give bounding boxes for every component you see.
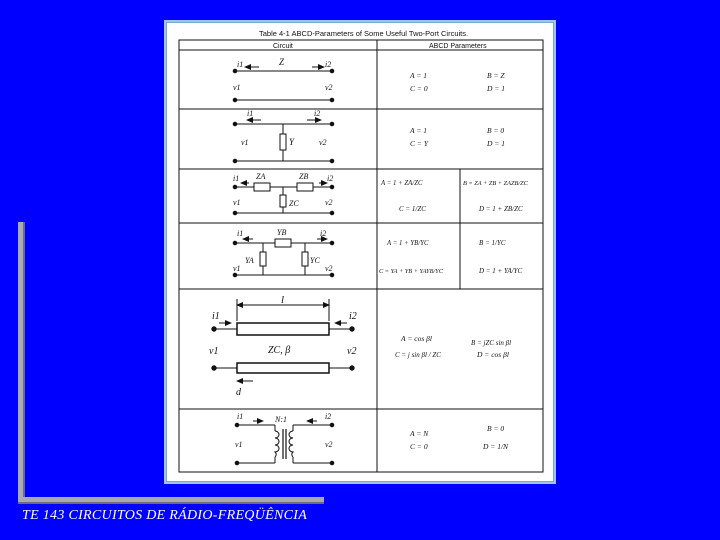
row6-i1: i1 [237,412,244,421]
table-grid [179,40,543,472]
row6-i2: i2 [325,412,332,421]
row2-i2: i2 [314,109,321,118]
row5-length: l [281,294,285,306]
abcd-table [167,23,553,481]
row5-param-b: B = jZC sin βl [471,339,512,347]
row3-za: ZA [256,172,266,181]
row1-param-c: C = 0 [410,84,428,93]
row3-v2: v2 [325,198,333,207]
circuit-series-impedance [233,67,334,102]
row6-v1: v1 [235,440,243,449]
row1-v1: v1 [233,83,241,92]
row4-ya: YA [245,256,254,265]
footer-title: TE 143 CIRCUITOS DE RÁDIO-FREQÜÊNCIA [22,508,308,523]
row1-param-a: A = 1 [410,71,428,80]
row2-v1: v1 [241,138,249,147]
row4-param-c: C = YA + YB + YAYB/YC [379,268,443,275]
row4-i1: i1 [237,229,244,238]
row5-param-c: C = j sin βl / ZC [395,351,441,359]
row3-zb: ZB [299,172,309,181]
row3-i2: i2 [327,174,334,183]
row1-i1: i1 [237,60,244,69]
row4-i2: i2 [320,229,327,238]
frame-vertical-bar [18,222,23,502]
row3-i1: i1 [233,174,240,183]
row5-i2: i2 [349,311,357,322]
row4-v1: v1 [233,264,241,273]
circuit-t-network [233,183,334,215]
row2-param-b: B = 0 [487,126,505,135]
row2-i1: i1 [247,109,254,118]
row5-v2: v2 [347,346,357,357]
circuit-transmission-line [212,299,357,381]
header-abcd: ABCD Parameters [429,43,487,50]
table-caption: Table 4-1 ABCD-Parameters of Some Useful Two-Port Circuits. [259,29,469,38]
row6-v2: v2 [325,440,333,449]
row6-param-a: A = N [410,429,429,438]
row4-param-b: B = 1/YC [479,239,506,247]
circuit-ideal-transformer [235,421,334,465]
row3-zc: ZC [289,199,299,208]
row3-param-a: A = 1 + ZA/ZC [381,180,423,187]
row4-yb: YB [277,228,287,237]
row4-yc: YC [310,256,320,265]
row3-param-c: C = 1/ZC [399,205,426,213]
row5-line: ZC, β [268,345,291,356]
row5-d: d [236,387,241,398]
header-circuit: Circuit [273,43,293,50]
row2-v2: v2 [319,138,327,147]
row3-param-d: D = 1 + ZB/ZC [479,205,523,213]
row2-param-a: A = 1 [410,126,428,135]
row1-v2: v2 [325,83,333,92]
row4-param-a: A = 1 + YB/YC [387,240,429,247]
row2-param-c: C = Y [410,139,428,148]
row5-i1: i1 [212,311,220,322]
row2-y: Y [289,137,295,147]
abcd-table-image [166,22,554,482]
row3-v1: v1 [233,198,241,207]
row4-v2: v2 [325,264,333,273]
row1-param-d: D = 1 [487,84,505,93]
row1-z: Z [279,57,285,67]
row6-ratio: N:1 [275,415,287,424]
row4-param-d: D = 1 + YA/YC [479,267,523,275]
frame-horizontal-bar [18,497,324,502]
row6-param-b: B = 0 [487,424,505,433]
row6-param-c: C = 0 [410,442,428,451]
row3-param-b: B = ZA + ZB + ZAZB/ZC [463,180,528,187]
row5-v1: v1 [209,346,219,357]
row1-param-b: B = Z [487,71,505,80]
row2-param-d: D = 1 [487,139,505,148]
row5-param-d: D = cos βl [477,350,509,359]
row5-param-a: A = cos βl [401,334,432,343]
row1-i2: i2 [325,60,332,69]
row6-param-d: D = 1/N [483,442,509,451]
